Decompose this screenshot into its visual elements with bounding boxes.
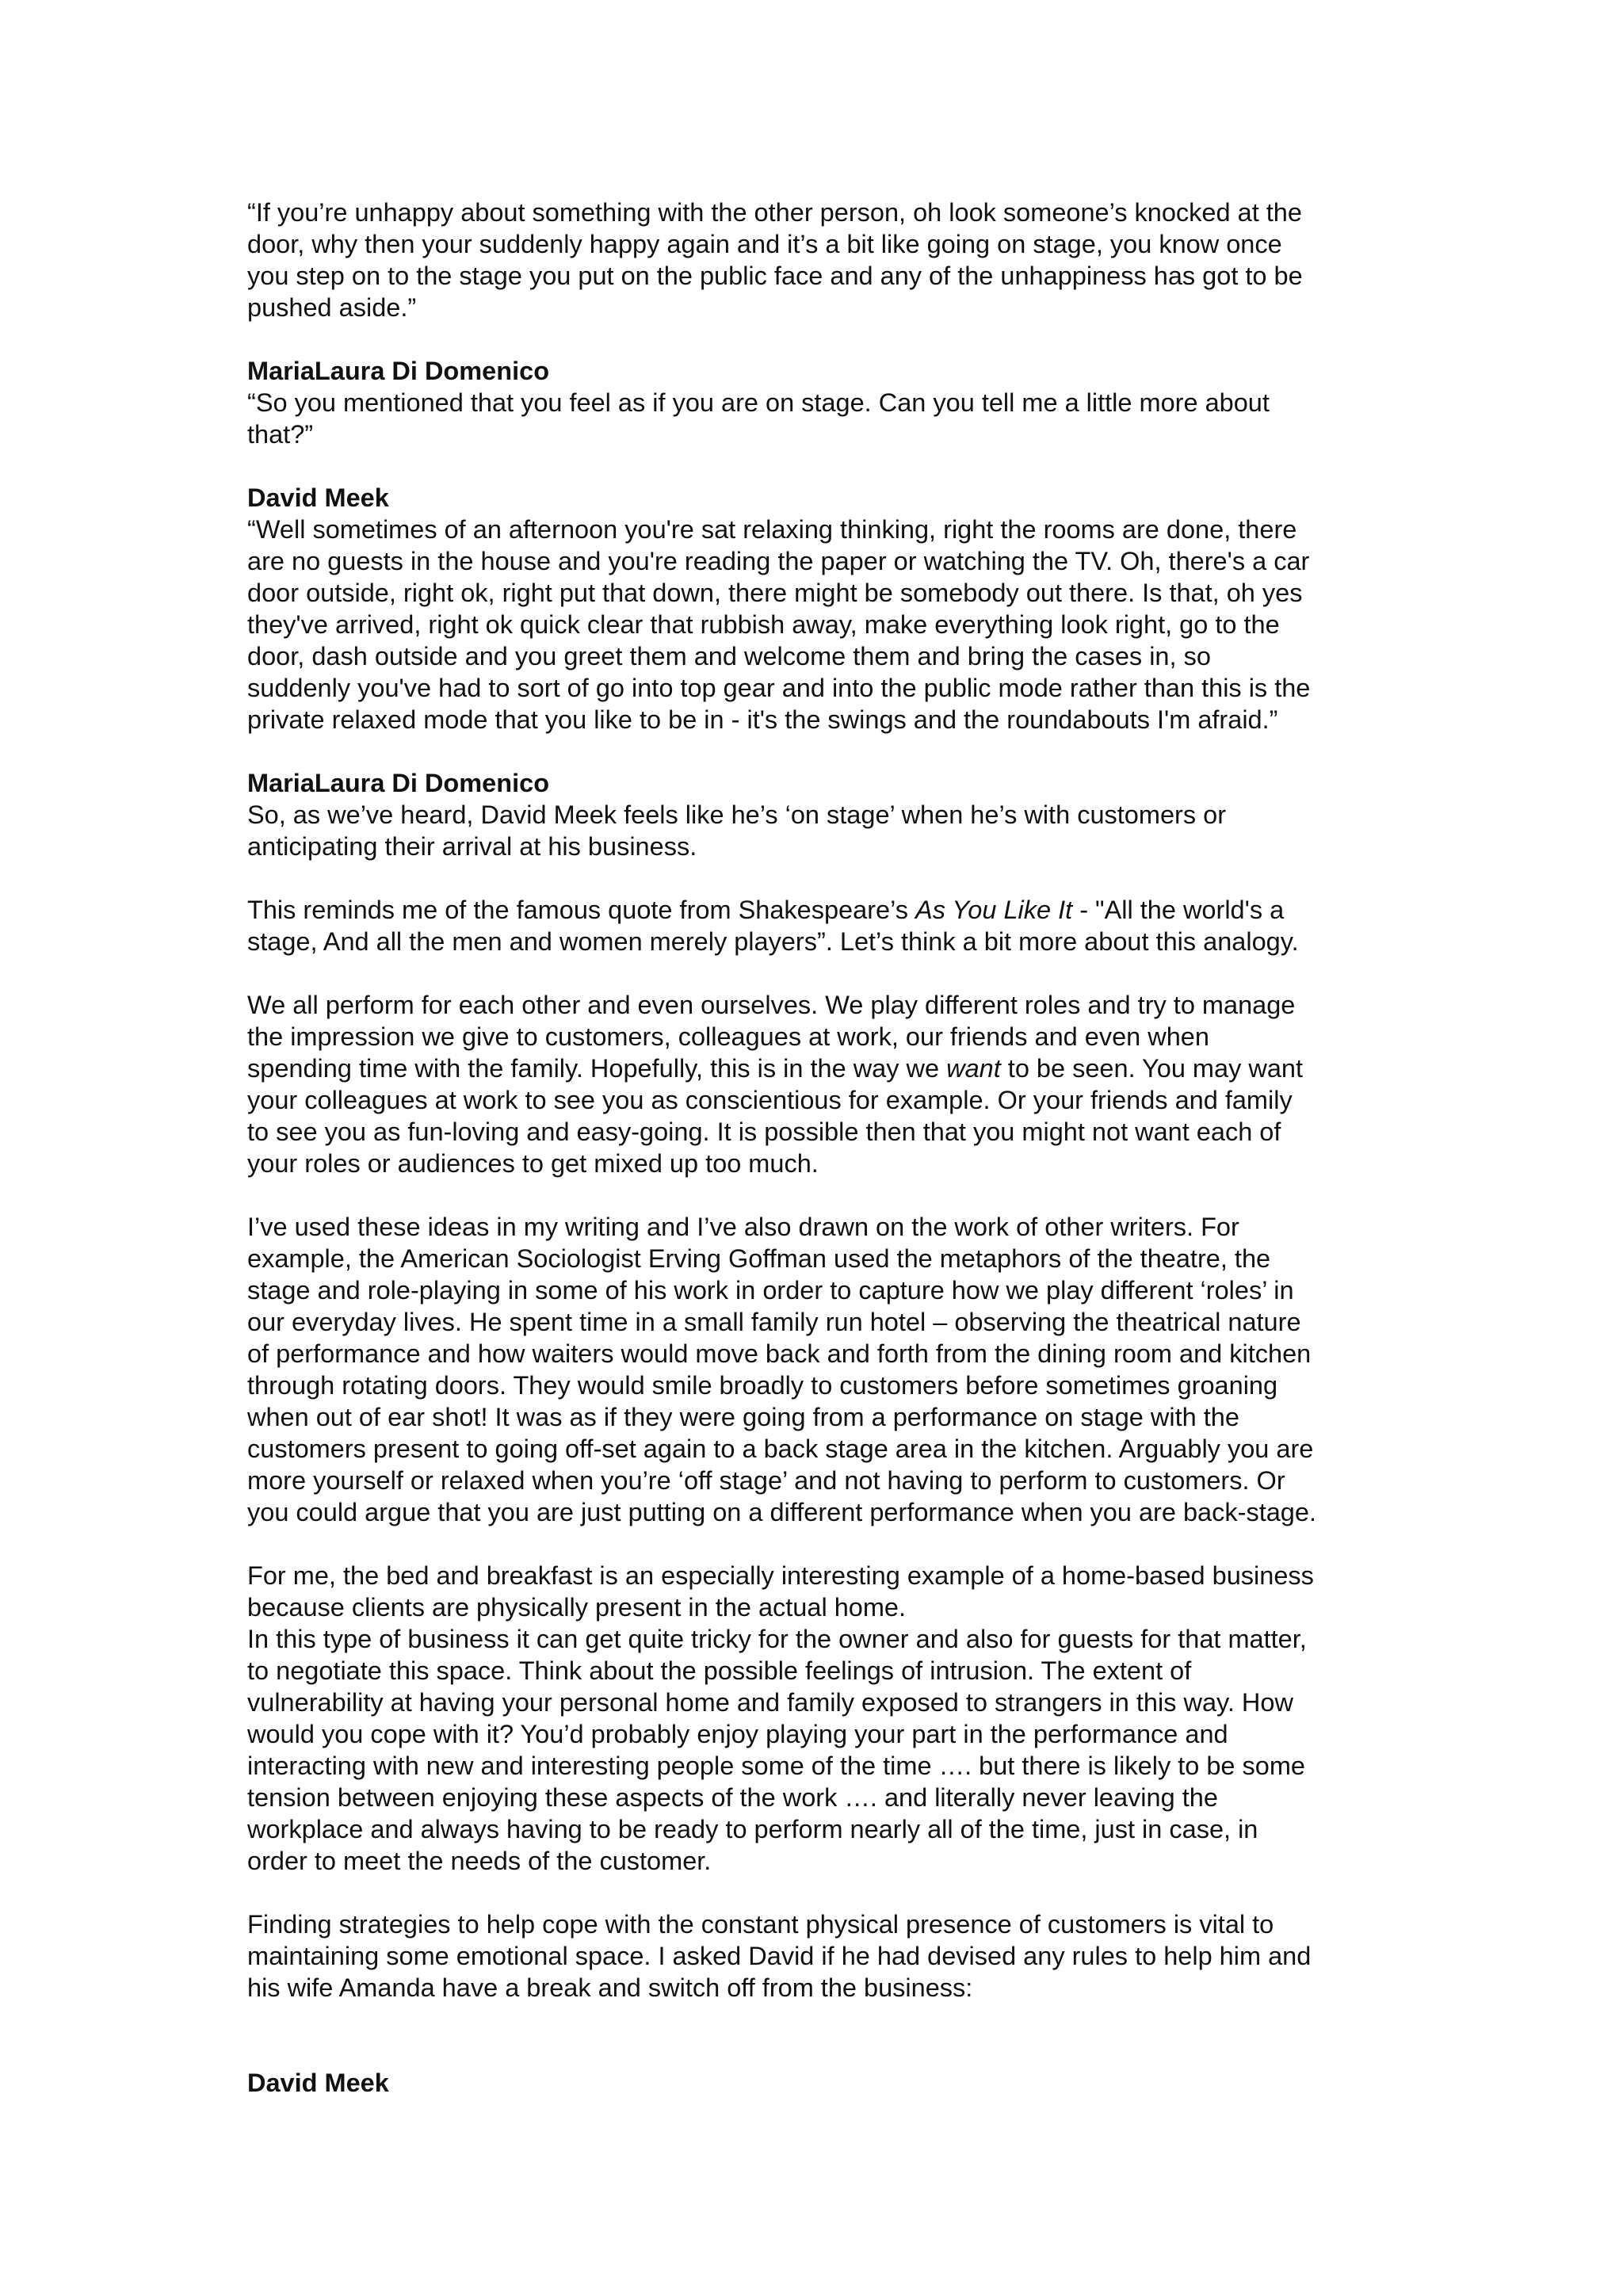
- performance-paragraph: [247, 989, 1398, 1179]
- text-line: would you cope with it? You’d probably enjoy playing your part in the performance and: [247, 1720, 1228, 1748]
- speaker-name: David Meek: [247, 483, 389, 512]
- text-line: you step on to the stage you put on the public face and any of the unhappiness has got to be: [247, 262, 1303, 290]
- bed-and-breakfast-paragraph: [247, 1560, 1398, 1877]
- text-line: the impression we give to customers, colleagues at work, our friends and even when: [247, 1022, 1209, 1051]
- text-segment: spending time with the family. Hopefully, this is in the way we: [247, 1054, 947, 1083]
- text-line: stage, And all the men and women merely players”. Let’s think a bit more about this analogy.: [247, 927, 1299, 956]
- text-line: more yourself or relaxed when you’re ‘off stage’ and not having to perform to customers. Or: [247, 1466, 1285, 1495]
- text-line: pushed aside.”: [247, 293, 417, 322]
- interview-exchange-1: [247, 355, 1398, 450]
- text-line: vulnerability at having your personal home and family exposed to strangers in this way. How: [247, 1688, 1293, 1717]
- speaker-name: MariaLaura Di Domenico: [247, 769, 550, 797]
- text-line: “So you mentioned that you feel as if you are on stage. Can you tell me a little more about: [247, 388, 1270, 417]
- goffman-paragraph: [247, 1211, 1398, 1528]
- speaker-name: David Meek: [247, 2069, 389, 2097]
- text-line: door, why then your suddenly happy again and it’s a bit like going on stage, you know once: [247, 230, 1282, 258]
- document-page: [247, 197, 1398, 2099]
- text-line: “If you’re unhappy about something with the other person, oh look someone’s knocked at the: [247, 198, 1302, 227]
- text-line: of performance and how waiters would move back and forth from the dining room and kitchen: [247, 1339, 1312, 1368]
- text-line: they've arrived, right ok quick clear that rubbish away, make everything look right, go to the: [247, 610, 1280, 639]
- text-line: [247, 1052, 1398, 1084]
- final-speaker-block: [247, 2067, 1398, 2099]
- interview-exchange-3: [247, 767, 1398, 862]
- strategies-paragraph: [247, 1908, 1398, 2004]
- text-line: your colleagues at work to see you as conscientious for example. Or your friends and family: [247, 1086, 1293, 1114]
- text-line: stage and role-playing in some of his work in order to capture how we play different ‘roles’ in: [247, 1276, 1294, 1305]
- text-line: you could argue that you are just putting on a different performance when you are back-stage.: [247, 1498, 1316, 1526]
- text-line: customers present to going off-set again to a back stage area in the kitchen. Arguably you are: [247, 1435, 1314, 1463]
- text-line: that?”: [247, 420, 314, 449]
- text-line: to negotiate this space. Think about the possible feelings of intrusion. The extent of: [247, 1656, 1192, 1685]
- text-line: Finding strategies to help cope with the constant physical presence of customers is vital to: [247, 1910, 1274, 1939]
- text-line: In this type of business it can get quite tricky for the owner and also for guests for that matter,: [247, 1625, 1307, 1653]
- play-title: As You Like It: [915, 896, 1073, 924]
- text-line: because clients are physically present in the actual home.: [247, 1593, 907, 1622]
- speaker-name: MariaLaura Di Domenico: [247, 357, 550, 385]
- emphasis-word: want: [946, 1054, 1001, 1083]
- text-line: tension between enjoying these aspects of the work …. and literally never leaving the: [247, 1783, 1218, 1812]
- text-line: our everyday lives. He spent time in a small family run hotel – observing the theatrical nature: [247, 1308, 1301, 1336]
- text-line: private relaxed mode that you like to be in - it's the swings and the roundabouts I'm afraid.”: [247, 705, 1278, 734]
- text-line: [247, 894, 1398, 926]
- text-line: maintaining some emotional space. I asked David if he had devised any rules to help him and: [247, 1942, 1312, 1970]
- text-line: door, dash outside and you greet them and welcome them and bring the cases in, so: [247, 642, 1211, 670]
- text-line: to see you as fun-loving and easy-going. It is possible then that you might not want each of: [247, 1117, 1281, 1146]
- text-line: anticipating their arrival at his business.: [247, 832, 697, 861]
- text-line: For me, the bed and breakfast is an especially interesting example of a home-based business: [247, 1561, 1314, 1590]
- opening-quote: [247, 197, 1398, 323]
- text-line: door outside, right ok, right put that down, there might be somebody out there. Is that, oh yes: [247, 579, 1303, 607]
- text-segment: - "All the world's a: [1072, 896, 1285, 924]
- text-line: interacting with new and interesting people some of the time …. but there is likely to be some: [247, 1752, 1306, 1780]
- text-line: your roles or audiences to get mixed up too much.: [247, 1149, 819, 1178]
- text-line: through rotating doors. They would smile broadly to customers before sometimes groaning: [247, 1371, 1278, 1400]
- text-line: suddenly you've had to sort of go into top gear and into the public mode rather than this is the: [247, 674, 1311, 702]
- text-segment: to be seen. You may want: [1000, 1054, 1304, 1083]
- interview-exchange-2: [247, 482, 1398, 735]
- text-segment: This reminds me of the famous quote from Shakespeare’s: [247, 896, 916, 924]
- text-line: order to meet the needs of the customer.: [247, 1847, 712, 1875]
- text-line: workplace and always having to be ready to perform nearly all of the time, just in case, in: [247, 1815, 1258, 1843]
- text-line: when out of ear shot! It was as if they were going from a performance on stage with the: [247, 1403, 1239, 1431]
- shakespeare-paragraph: [247, 894, 1398, 957]
- text-line: are no guests in the house and you're reading the paper or watching the TV. Oh, there's a car: [247, 547, 1310, 575]
- text-line: example, the American Sociologist Erving Goffman used the metaphors of the theatre, the: [247, 1244, 1271, 1273]
- text-line: “Well sometimes of an afternoon you're sat relaxing thinking, right the rooms are done, there: [247, 515, 1297, 544]
- text-line: So, as we’ve heard, David Meek feels like he’s ‘on stage’ when he’s with customers or: [247, 800, 1227, 829]
- text-line: We all perform for each other and even ourselves. We play different roles and try to manage: [247, 991, 1296, 1019]
- text-line: I’ve used these ideas in my writing and I’ve also drawn on the work of other writers. For: [247, 1213, 1239, 1241]
- text-line: his wife Amanda have a break and switch off from the business:: [247, 1973, 973, 2002]
